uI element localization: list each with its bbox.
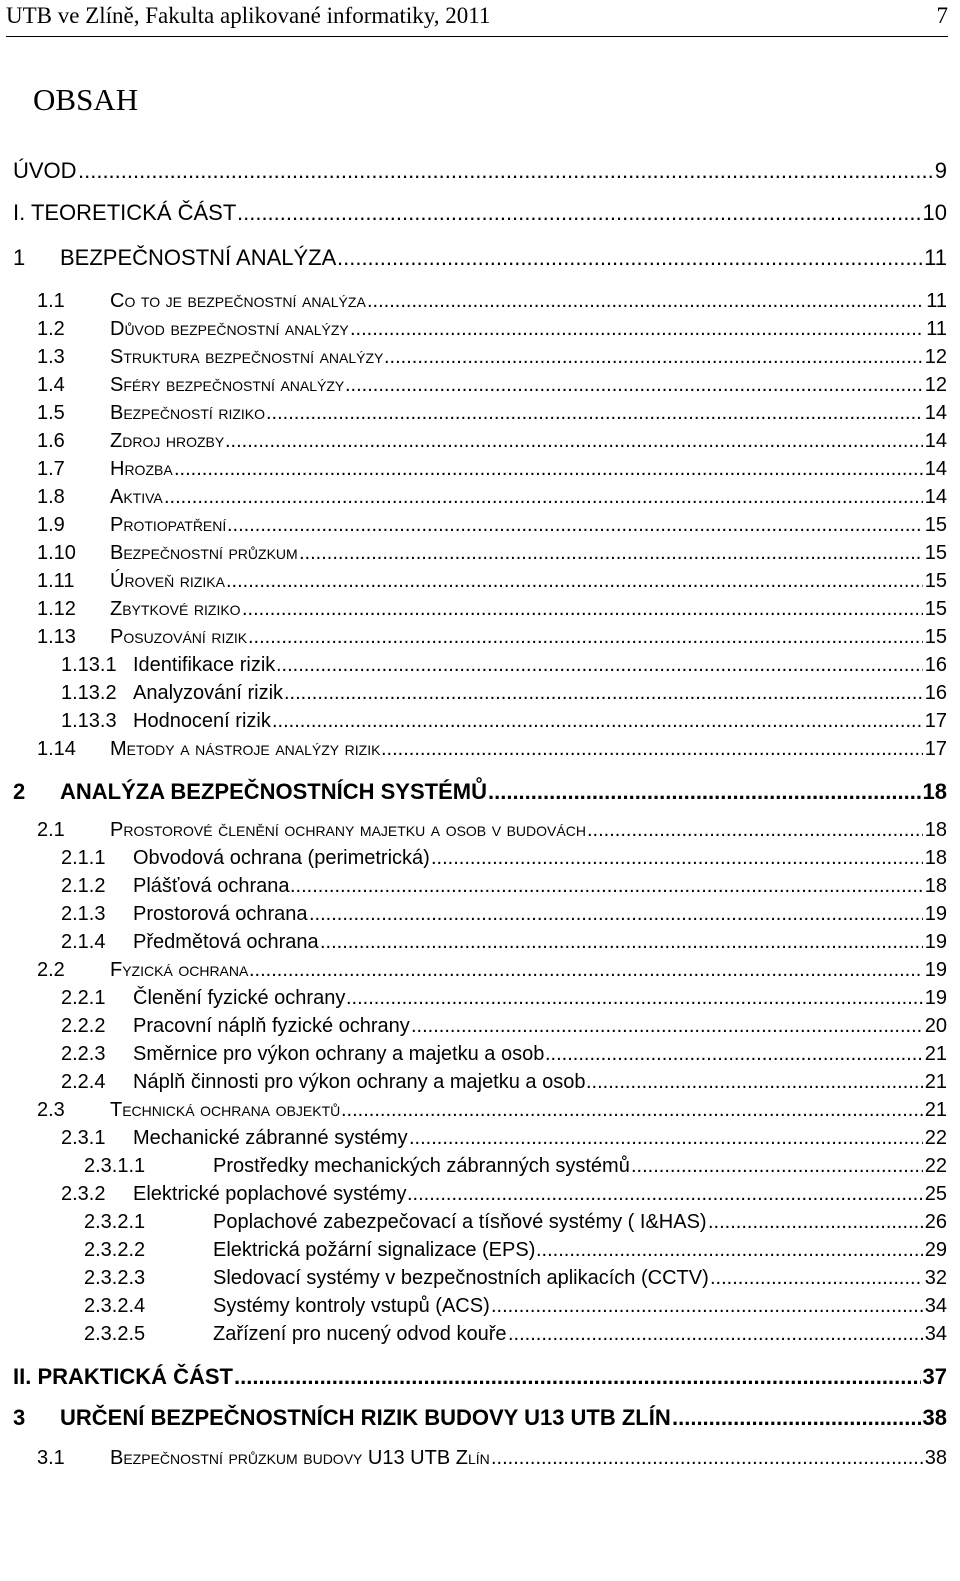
toc-entry[interactable] [0,875,960,901]
toc-entry[interactable] [0,931,960,957]
toc-leader-dots [234,1364,921,1390]
toc-entry[interactable] [0,1015,960,1041]
toc-leader-dots [272,710,923,733]
toc-leader-dots [78,158,933,184]
toc-entry-page: 18 [924,819,947,841]
toc-entry[interactable] [0,1183,960,1209]
toc-entry[interactable] [0,819,960,845]
toc-leader-dots [290,875,923,898]
toc-entry-page: 18 [924,847,947,869]
toc-entry-page: 14 [924,486,947,508]
toc-leader-dots [276,654,923,677]
toc-leader-dots [431,847,923,870]
toc-leader-dots [488,779,921,805]
toc-leader-dots [409,1127,923,1150]
toc-entry-page: 34 [924,1295,947,1317]
toc-entry-page: 25 [924,1183,947,1205]
toc-leader-dots [337,245,922,271]
toc-entry-number: 2.3.1 [61,1127,106,1149]
toc-entry-number: 2.3.1.1 [84,1155,146,1177]
toc-entry[interactable] [0,847,960,873]
page-header [6,0,948,37]
toc-entry-page: 20 [924,1015,947,1037]
toc-entry-number: 2.1.1 [61,847,106,869]
toc-leader-dots [227,514,923,537]
toc-entry-page: 29 [924,1239,947,1261]
toc-entry-number: 1.1 [37,290,65,312]
toc-entry-page: 15 [924,514,947,536]
toc-entry-number: 2.2.1 [61,987,106,1009]
toc-entry-number: 2.1 [37,819,65,841]
toc-entry-page: 21 [924,1071,947,1093]
toc-leader-dots [174,458,923,481]
toc-entry-page: 26 [924,1211,947,1233]
toc-entry[interactable] [0,738,960,764]
toc-entry-number: 2.2.2 [61,1015,106,1037]
toc-entry-label: Pracovní náplň fyzické ochrany [133,1015,410,1037]
toc-leader-dots [266,402,923,425]
toc-entry[interactable] [0,987,960,1013]
toc-entry[interactable] [0,654,960,680]
toc-entry-number: 1.3 [37,346,65,368]
toc-entry[interactable] [0,1405,960,1431]
toc-entry-label: Úroveň rizika [110,570,225,592]
toc-entry-number: 1.13.2 [61,682,117,704]
toc-entry-label: Aktiva [110,486,163,508]
toc-entry[interactable] [0,626,960,652]
toc-entry-label: Systémy kontroly vstupů (ACS) [213,1295,490,1317]
toc-entry-label: Předmětová ochrana [133,931,319,953]
toc-entry-number: 1.5 [37,402,65,424]
toc-entry-page: 14 [924,458,947,480]
toc-entry-number: 1.7 [37,458,65,480]
toc-leader-dots [491,1295,923,1318]
toc-entry[interactable] [0,1364,960,1390]
toc-entry-number: 2 [13,779,26,804]
toc-entry[interactable] [0,346,960,372]
toc-leader-dots [407,1183,923,1206]
toc-leader-dots [284,682,923,705]
toc-entry[interactable] [0,1323,960,1349]
toc-entry-label: ANALÝZA BEZPEČNOSTNÍCH SYSTÉMŮ [60,779,487,804]
toc-entry-page: 21 [924,1099,947,1121]
toc-entry-page: 15 [924,542,947,564]
toc-entry-label: Bezpečností riziko [110,402,266,424]
toc-leader-dots [631,1155,923,1178]
toc-entry-number: 1.8 [37,486,65,508]
toc-entry-number: 2.3.2.4 [84,1295,146,1317]
toc-entry[interactable] [0,374,960,400]
toc-entry[interactable] [0,1043,960,1069]
toc-entry-label: Protiopatření [110,514,227,536]
toc-leader-dots [249,959,923,982]
toc-entry[interactable] [0,1099,960,1125]
toc-entry[interactable] [0,430,960,456]
toc-entry-number: 2.1.3 [61,903,106,925]
toc-entry-page: 19 [924,903,947,925]
toc-entry[interactable] [0,245,960,271]
toc-entry[interactable] [0,570,960,596]
toc-leader-dots [491,1447,923,1470]
toc-entry-page: 12 [924,374,947,396]
toc-entry-page: 17 [924,738,947,760]
toc-entry-number: 1.13 [37,626,76,648]
toc-entry-label: Posuzování rizik [110,626,248,648]
toc-entry[interactable] [0,1295,960,1321]
toc-entry-page: 34 [924,1323,947,1345]
toc-entry[interactable] [0,486,960,512]
toc-entry-label: Metody a nástroje analýzy rizik [110,738,381,760]
toc-entry-label: II. PRAKTICKÁ ČÁST [13,1364,233,1389]
toc-leader-dots [367,290,924,313]
toc-entry-label: Identifikace rizik [133,654,276,676]
toc-entry-page: 18 [924,875,947,897]
toc-entry[interactable] [0,1127,960,1153]
toc-entry-label: Poplachové zabezpečovací a tísňové systémy ( I&HAS) [213,1211,707,1233]
toc-entry-page: 38 [922,1405,947,1430]
toc-leader-dots [248,626,923,649]
toc-entry[interactable] [0,710,960,736]
toc-entry-label: Důvod bezpečnostní analýzy [110,318,349,340]
toc-entry[interactable] [0,959,960,985]
toc-entry[interactable] [0,1071,960,1097]
toc-entry-page: 22 [924,1127,947,1149]
toc-leader-dots [226,570,923,593]
toc-entry[interactable] [0,158,960,184]
header-page-number: 7 [936,3,948,28]
toc-entry-label: Elektrické poplachové systémy [133,1183,407,1205]
toc-entry-label: Členění fyzické ochrany [133,987,346,1009]
toc-entry-number: 2.1.2 [61,875,106,897]
toc-leader-dots [384,346,923,369]
toc-entry[interactable] [0,290,960,316]
toc-entry-label: Zdroj hrozby [110,430,225,452]
toc-entry[interactable] [0,542,960,568]
toc-entry-number: 1.12 [37,598,76,620]
toc-entry-label: I. TEORETICKÁ ČÁST [13,200,237,225]
toc-entry-number: 2.3.2 [61,1183,106,1205]
header-title: UTB ve Zlíně, Fakulta aplikované informatiky, 2011 [6,3,491,28]
toc-entry-page: 9 [934,158,947,183]
toc-entry-number: 2.1.4 [61,931,106,953]
toc-entry-number: 2.3.2.5 [84,1323,146,1345]
toc-leader-dots [320,931,923,954]
toc-entry-page: 17 [924,710,947,732]
toc-leader-dots [346,987,923,1010]
toc-entry[interactable] [0,1267,960,1293]
toc-entry-number: 2.3 [37,1099,65,1121]
toc-entry-label: Náplň činnosti pro výkon ochrany a majetku a osob [133,1071,586,1093]
toc-leader-dots [309,903,923,926]
toc-entry-label: Směrnice pro výkon ochrany a majetku a osob [133,1043,545,1065]
toc-entry[interactable] [0,1239,960,1265]
toc-entry-page: 12 [924,346,947,368]
toc-entry-number: 2.2.4 [61,1071,106,1093]
toc-entry-number: 1.11 [37,570,75,592]
toc-leader-dots [164,486,923,509]
toc-entry-number: 1.10 [37,542,76,564]
toc-leader-dots [672,1405,921,1431]
toc-entry-page: 11 [926,318,947,340]
toc-entry-label: Fyzická ochrana [110,959,249,981]
page-title: OBSAH [33,82,139,117]
toc-entry-number: 2.2.3 [61,1043,106,1065]
toc-entry[interactable] [0,514,960,540]
toc-entry-page: 15 [924,570,947,592]
toc-entry-label: Prostředky mechanických zábranných systémů [213,1155,630,1177]
toc-entry[interactable] [0,779,960,805]
toc-entry[interactable] [0,402,960,428]
toc-entry-page: 18 [922,779,947,804]
toc-entry-number: 3 [13,1405,26,1430]
toc-entry-page: 21 [924,1043,947,1065]
toc-entry[interactable] [0,1155,960,1181]
toc-entry-page: 16 [924,654,947,676]
toc-entry-number: 1.14 [37,738,76,760]
toc-entry-page: 37 [922,1364,947,1389]
toc-leader-dots [299,542,923,565]
toc-entry-page: 10 [922,200,947,225]
toc-entry-label: Struktura bezpečnostní analýzy [110,346,384,368]
toc-leader-dots [341,1099,923,1122]
toc-entry-page: 22 [924,1155,947,1177]
toc-leader-dots [586,1071,923,1094]
toc-entry-label: Elektrická požární signalizace (EPS) [213,1239,536,1261]
toc-entry-page: 15 [924,598,947,620]
toc-entry-page: 32 [924,1267,947,1289]
toc-leader-dots [345,374,923,397]
toc-entry-number: 2.3.2.1 [84,1211,146,1233]
toc-entry-number: 1.9 [37,514,65,536]
toc-entry-page: 14 [924,402,947,424]
toc-entry-label: Sféry bezpečnostní analýzy [110,374,345,396]
toc-entry-label: Sledovací systémy v bezpečnostních aplikacích (CCTV) [213,1267,709,1289]
toc-leader-dots [237,200,921,226]
toc-entry-page: 14 [924,430,947,452]
toc-entry-page: 19 [924,987,947,1009]
toc-entry-page: 11 [924,245,947,270]
toc-leader-dots [411,1015,923,1038]
toc-entry-page: 19 [924,931,947,953]
toc-entry-number: 1.4 [37,374,65,396]
toc-entry-number: 2.3.2.2 [84,1239,146,1261]
toc-leader-dots [350,318,924,341]
toc-entry[interactable] [0,1211,960,1237]
toc-entry-number: 2.3.2.3 [84,1267,146,1289]
toc-entry-number: 1.13.1 [61,654,117,676]
toc-entry[interactable] [0,682,960,708]
toc-entry-label: BEZPEČNOSTNÍ ANALÝZA [60,245,337,270]
toc-entry-label: Bezpečnostní průzkum budovy U13 UTB Zlín [110,1447,490,1469]
toc-entry-label: ÚVOD [13,158,77,183]
toc-entry-label: Prostorové členění ochrany majetku a osob v budovách [110,819,586,841]
toc-leader-dots [708,1211,923,1234]
toc-entry[interactable] [0,1447,960,1473]
toc-entry-label: Bezpečnostní průzkum [110,542,298,564]
toc-entry-page: 15 [924,626,947,648]
toc-leader-dots [242,598,923,621]
toc-entry-label: Co to je bezpečnostní analýza [110,290,366,312]
toc-entry-label: Analyzování rizik [133,682,284,704]
toc-entry-label: Technická ochrana objektů [110,1099,341,1121]
toc-entry-label: Mechanické zábranné systémy [133,1127,408,1149]
toc-leader-dots [545,1043,923,1066]
toc-entry[interactable] [0,903,960,929]
toc-entry-number: 1.6 [37,430,65,452]
toc-entry-page: 19 [924,959,947,981]
toc-entry-label: Zařízení pro nucený odvod kouře [213,1323,507,1345]
toc-entry[interactable] [0,458,960,484]
toc-entry-number: 2.2 [37,959,65,981]
toc-leader-dots [381,738,923,761]
toc-entry-label: URČENÍ BEZPEČNOSTNÍCH RIZIK BUDOVY U13 UTB ZLÍN [60,1405,671,1430]
toc-entry-label: Hrozba [110,458,173,480]
toc-entry-page: 38 [924,1447,947,1469]
toc-entry-label: Obvodová ochrana (perimetrická) [133,847,430,869]
toc-entry-number: 1.2 [37,318,65,340]
toc-entry-label: Zbytkové riziko [110,598,241,620]
toc-leader-dots [536,1239,923,1262]
toc-entry-page: 16 [924,682,947,704]
toc-entry-page: 11 [926,290,947,312]
toc-entry-label: Plášťová ochrana [133,875,290,897]
toc-entry[interactable] [0,318,960,344]
toc-entry[interactable] [0,598,960,624]
toc-entry[interactable] [0,200,960,226]
toc-entry-number: 1 [13,245,26,270]
toc-leader-dots [587,819,923,842]
toc-entry-number: 3.1 [37,1447,65,1469]
toc-entry-label: Hodnocení rizik [133,710,271,732]
toc-leader-dots [710,1267,923,1290]
toc-entry-label: Prostorová ochrana [133,903,308,925]
toc-leader-dots [225,430,923,453]
toc-entry-number: 1.13.3 [61,710,117,732]
toc-leader-dots [508,1323,923,1346]
